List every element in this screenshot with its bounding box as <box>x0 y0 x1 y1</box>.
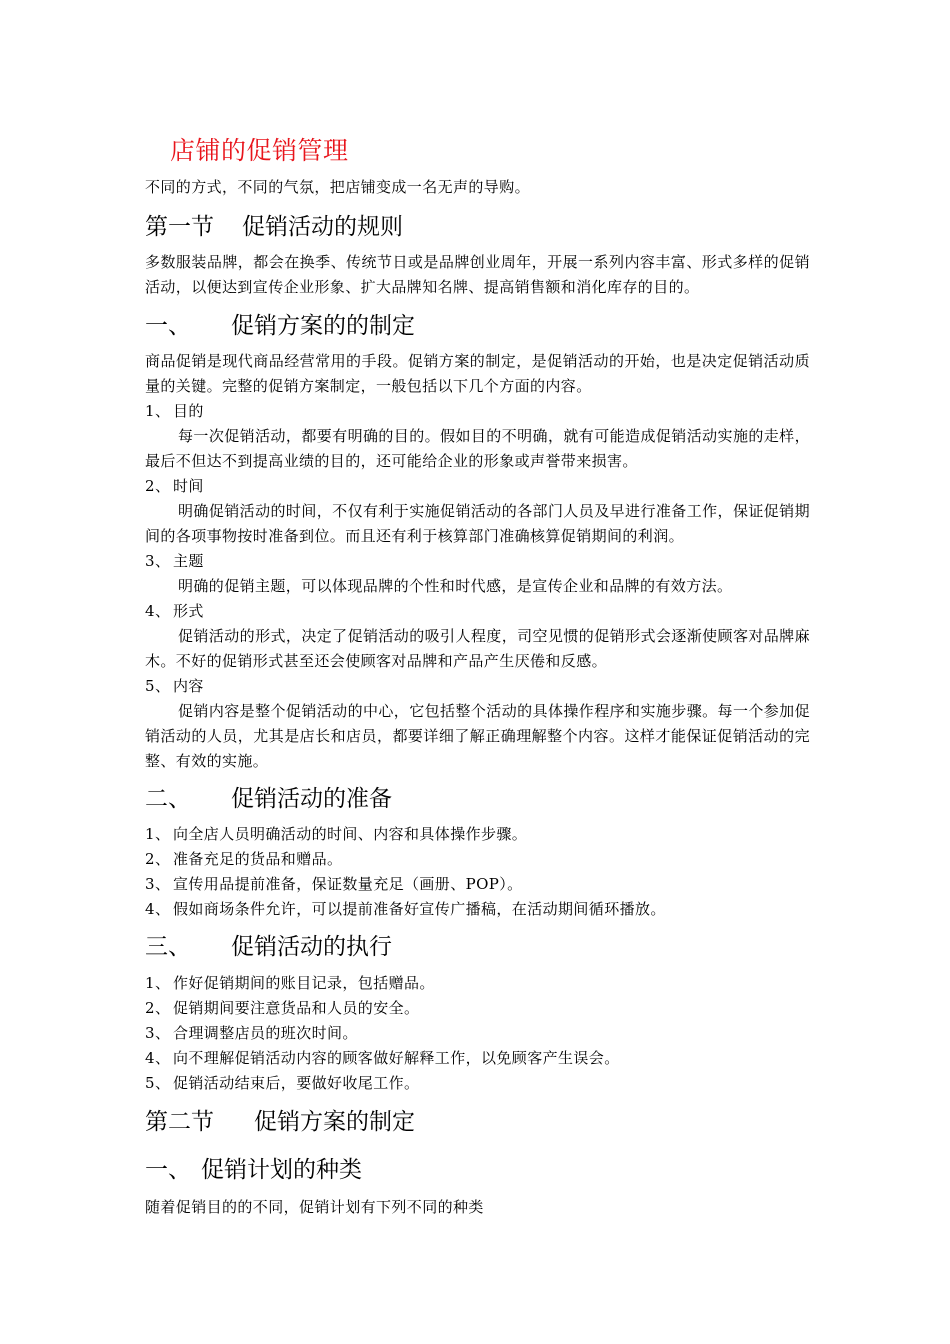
part4-heading-num: 一、 <box>145 1157 191 1183</box>
part1-item-1-title: 1、 目的 <box>145 402 204 420</box>
part1-item-5-title: 5、 内容 <box>145 677 204 695</box>
part1-paragraph: 商品促销是现代商品经营常用的手段。促销方案的制定，是促销活动的开始，也是决定促销活动质量的关键。完整的促销方案制定，一般包括以下几个方面的内容。 <box>145 352 810 395</box>
part1-item-1-text: 每一次促销活动，都要有明确的目的。假如目的不明确，就有可能造成促销活动实施的走样，最后不但达不到提高业绩的目的，还可能给企业的形象或声誉带来损害。 <box>145 427 810 470</box>
part3-heading <box>145 931 810 963</box>
part1-item-2-title: 2、 时间 <box>145 477 204 495</box>
section2-heading <box>145 1106 810 1138</box>
part2-item-2: 2、 准备充足的货品和赠品。 <box>145 850 343 868</box>
section1-heading <box>145 211 810 243</box>
document-title: 店铺的促销管理 <box>170 136 349 165</box>
part2-item-1: 1、 向全店人员明确活动的时间、内容和具体操作步骤。 <box>145 825 528 843</box>
part2-item-4: 4、 假如商场条件允许，可以提前准备好宣传广播稿，在活动期间循环播放。 <box>145 900 666 918</box>
part2-heading-text: 促销活动的准备 <box>231 786 392 812</box>
section1-heading-text: 促销活动的规则 <box>242 214 403 240</box>
part3-heading-text: 促销活动的执行 <box>231 934 392 960</box>
part2-heading <box>145 783 810 815</box>
part1-item-4-text: 促销活动的形式，决定了促销活动的吸引人程度，司空见惯的促销形式会逐渐使顾客对品牌麻木。不好的促销形式甚至还会使顾客对品牌和产品产生厌倦和反感。 <box>145 627 810 670</box>
intro-line: 不同的方式，不同的气氛，把店铺变成一名无声的导购。 <box>145 178 531 196</box>
part3-item-1: 1、 作好促销期间的账目记录，包括赠品。 <box>145 974 435 992</box>
part3-item-5: 5、 促销活动结束后，要做好收尾工作。 <box>145 1074 420 1092</box>
part1-item-5-text: 促销内容是整个促销活动的中心，它包括整个活动的具体操作程序和实施步骤。每一个参加促销活动的人员，尤其是店长和店员，都要详细了解正确理解整个内容。这样才能保证促销活动的完整、有效的实施。 <box>145 702 810 770</box>
part3-item-2: 2、 促销期间要注意货品和人员的安全。 <box>145 999 420 1017</box>
section2-heading-num: 第二节 <box>145 1109 214 1135</box>
part2-item-3: 3、 宣传用品提前准备，保证数量充足（画册、POP）。 <box>145 875 523 893</box>
part1-item-4-title: 4、 形式 <box>145 602 204 620</box>
part1-item-2-text: 明确促销活动的时间，不仅有利于实施促销活动的各部门人员及早进行准备工作，保证促销期间的各项事物按时准备到位。而且还有利于核算部门准确核算促销期间的利润。 <box>145 502 810 545</box>
part3-item-4: 4、 向不理解促销活动内容的顾客做好解释工作，以免顾客产生误会。 <box>145 1049 620 1067</box>
part1-item-3-title: 3、 主题 <box>145 552 204 570</box>
part4-paragraph: 随着促销目的的不同，促销计划有下列不同的种类 <box>145 1198 484 1216</box>
section2-heading-text: 促销方案的制定 <box>254 1109 415 1135</box>
part4-heading <box>145 1154 810 1186</box>
section1-heading-num: 第一节 <box>145 214 214 240</box>
part2-heading-num: 二、 <box>145 786 191 812</box>
part3-heading-num: 三、 <box>145 934 191 960</box>
part1-heading-num: 一、 <box>145 313 191 339</box>
part1-heading-text: 促销方案的的制定 <box>231 313 415 339</box>
part1-item-3-text: 明确的促销主题，可以体现品牌的个性和时代感，是宣传企业和品牌的有效方法。 <box>178 577 733 595</box>
part4-heading-text: 促销计划的种类 <box>201 1157 362 1183</box>
part1-heading <box>145 310 810 342</box>
part3-item-3: 3、 合理调整店员的班次时间。 <box>145 1024 358 1042</box>
section1-paragraph: 多数服装品牌，都会在换季、传统节日或是品牌创业周年，开展一系列内容丰富、形式多样的促销活动，以便达到宣传企业形象、扩大品牌知名牌、提高销售额和消化库存的目的。 <box>145 253 810 296</box>
